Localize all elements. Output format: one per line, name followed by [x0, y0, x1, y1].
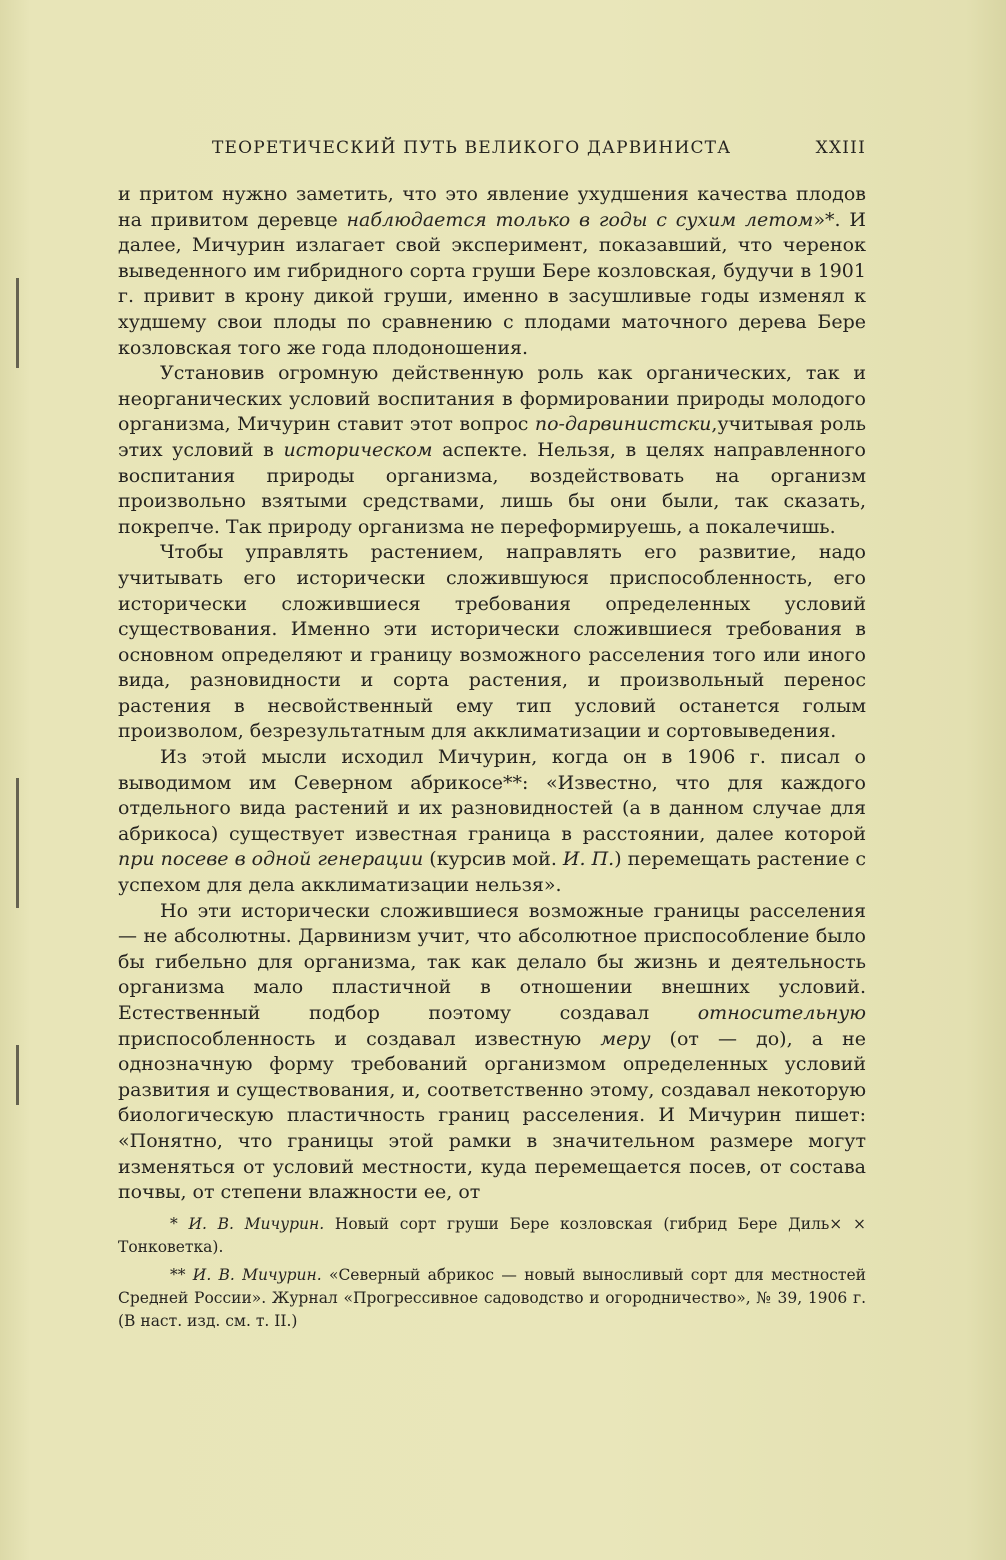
- main-text: [118, 182, 866, 1206]
- footnote-mark: *: [170, 1215, 189, 1233]
- text-run: Но эти исторически сложившиеся возможные границы расселения — не абсолютны. Дарвинизм учит, что абсолютное приспособление было бы гибельно для организма, так как делало бы жизнь и деятельность организма мало пластичной в отношении внешних условий. Естественный подбор поэтому создавал: [118, 899, 866, 1024]
- italic-emphasis: при посеве в одной генерации: [118, 848, 424, 871]
- text-run: и притом нужно заметить, что это явление ухудшения качества плодов на привитом деревце: [118, 183, 866, 231]
- paragraph-3: Чтобы управлять растением, направлять его развитие, надо учитывать его исторически сложившуюся приспособленность, его исторически сложившиеся требования определенных условий существования. Именно эти исторически сложившиеся требования в основном определяют и границу возможного расселения того или иного вида, разновидности и сорта растения, и произвольный перенос растения в несвойственный ему тип условий останется голым произволом, безрезультатным для акклиматизации и сортовыведения.: [118, 541, 866, 743]
- paragraph-4: [118, 745, 866, 899]
- footnote-text: «Северный абрикос — новый выносливый сорт для местностей Средней России». Журнал «Прогрессивное садоводство и огородничество», № 39, 1906 г. (В наст. изд. см. т. II.): [118, 1266, 866, 1330]
- footnote-mark: **: [170, 1266, 193, 1284]
- italic-emphasis: историческом: [283, 438, 433, 461]
- footnote-1: [118, 1213, 866, 1259]
- text-run: (курсив мой.: [423, 848, 563, 871]
- italic-emphasis: меру: [600, 1027, 651, 1050]
- scan-edge-mark: [16, 278, 19, 368]
- italic-emphasis: И. П.: [562, 848, 615, 871]
- text-run: ) перемещать растение с успехом для дела акклиматизации нельзя».: [118, 848, 867, 897]
- italic-emphasis: относительную: [697, 1002, 866, 1024]
- text-run: (от — до), а не однозначную форму требований организмом определенных условий развития и существования, и, соответственно этому, создавал некоторую биологическую пластичность границ расселения. И Мичурин пишет: «Понятно, что границы этой рамки в значительном размере могут изменяться от условий местности, куда перемещается посев, от состава почвы, от степени влажности ее, от: [118, 1027, 866, 1204]
- footnote-author: И. В. Мичурин.: [192, 1266, 322, 1284]
- italic-emphasis: наблюдается только в годы с сухим летом: [346, 208, 814, 231]
- paragraph-2: [118, 361, 866, 540]
- page-number: XXIII: [815, 138, 866, 158]
- running-title: ТЕОРЕТИЧЕСКИЙ ПУТЬ ВЕЛИКОГО ДАРВИНИСТА: [212, 138, 732, 158]
- paragraph-5: [118, 899, 866, 1206]
- footnotes: [118, 1213, 866, 1338]
- running-header: [120, 138, 866, 162]
- text-run: ,учитывая роль этих условий в: [118, 413, 866, 461]
- footnote-author: И. В. Мичурин.: [188, 1215, 325, 1233]
- italic-emphasis: по-дарвинистски: [534, 413, 712, 436]
- text-run: приспособленность и создавал известную: [118, 1027, 601, 1050]
- text-run: »*. И далее, Мичурин излагает свой эксперимент, показавший, что черенок выведенного им гибридного сорта груши Бере козловская, будучи в 1901 г. привит в крону дикой груши, именно в засушливые годы изменял к худшему свои плоды по сравнению с плодами маточного дерева Бере козловская того же года плодоношения.: [118, 208, 866, 359]
- text-run: Установив огромную действенную роль как органических, так и неорганических условий воспитания в формировании природы молодого организма, Мичурин ставит этот вопрос: [118, 362, 866, 436]
- text-run: Из этой мысли исходил Мичурин, когда он в 1906 г. писал о выводимом им Северном абрикосе**: «Известно, что для каждого отдельного вида растений и их разновидностей (а в данном случае для абрикоса) существует известная граница в расстоянии, далее которой: [118, 746, 866, 845]
- footnote-text: Новый сорт груши Бере козловская (гибрид Бере Диль× × Тонковетка).: [118, 1215, 866, 1256]
- footnote-2: [118, 1264, 866, 1333]
- text-run: аспекте. Нельзя, в целях направленного воспитания природы организма, воздействовать на организм произвольно взятыми средствами, лишь бы они были, так сказать, покрепче. Так природу организма не переформируешь, а покалечишь.: [118, 438, 866, 538]
- paragraph-1: [118, 182, 866, 361]
- scan-edge-mark: [16, 778, 19, 908]
- scan-edge-mark: [16, 1045, 19, 1105]
